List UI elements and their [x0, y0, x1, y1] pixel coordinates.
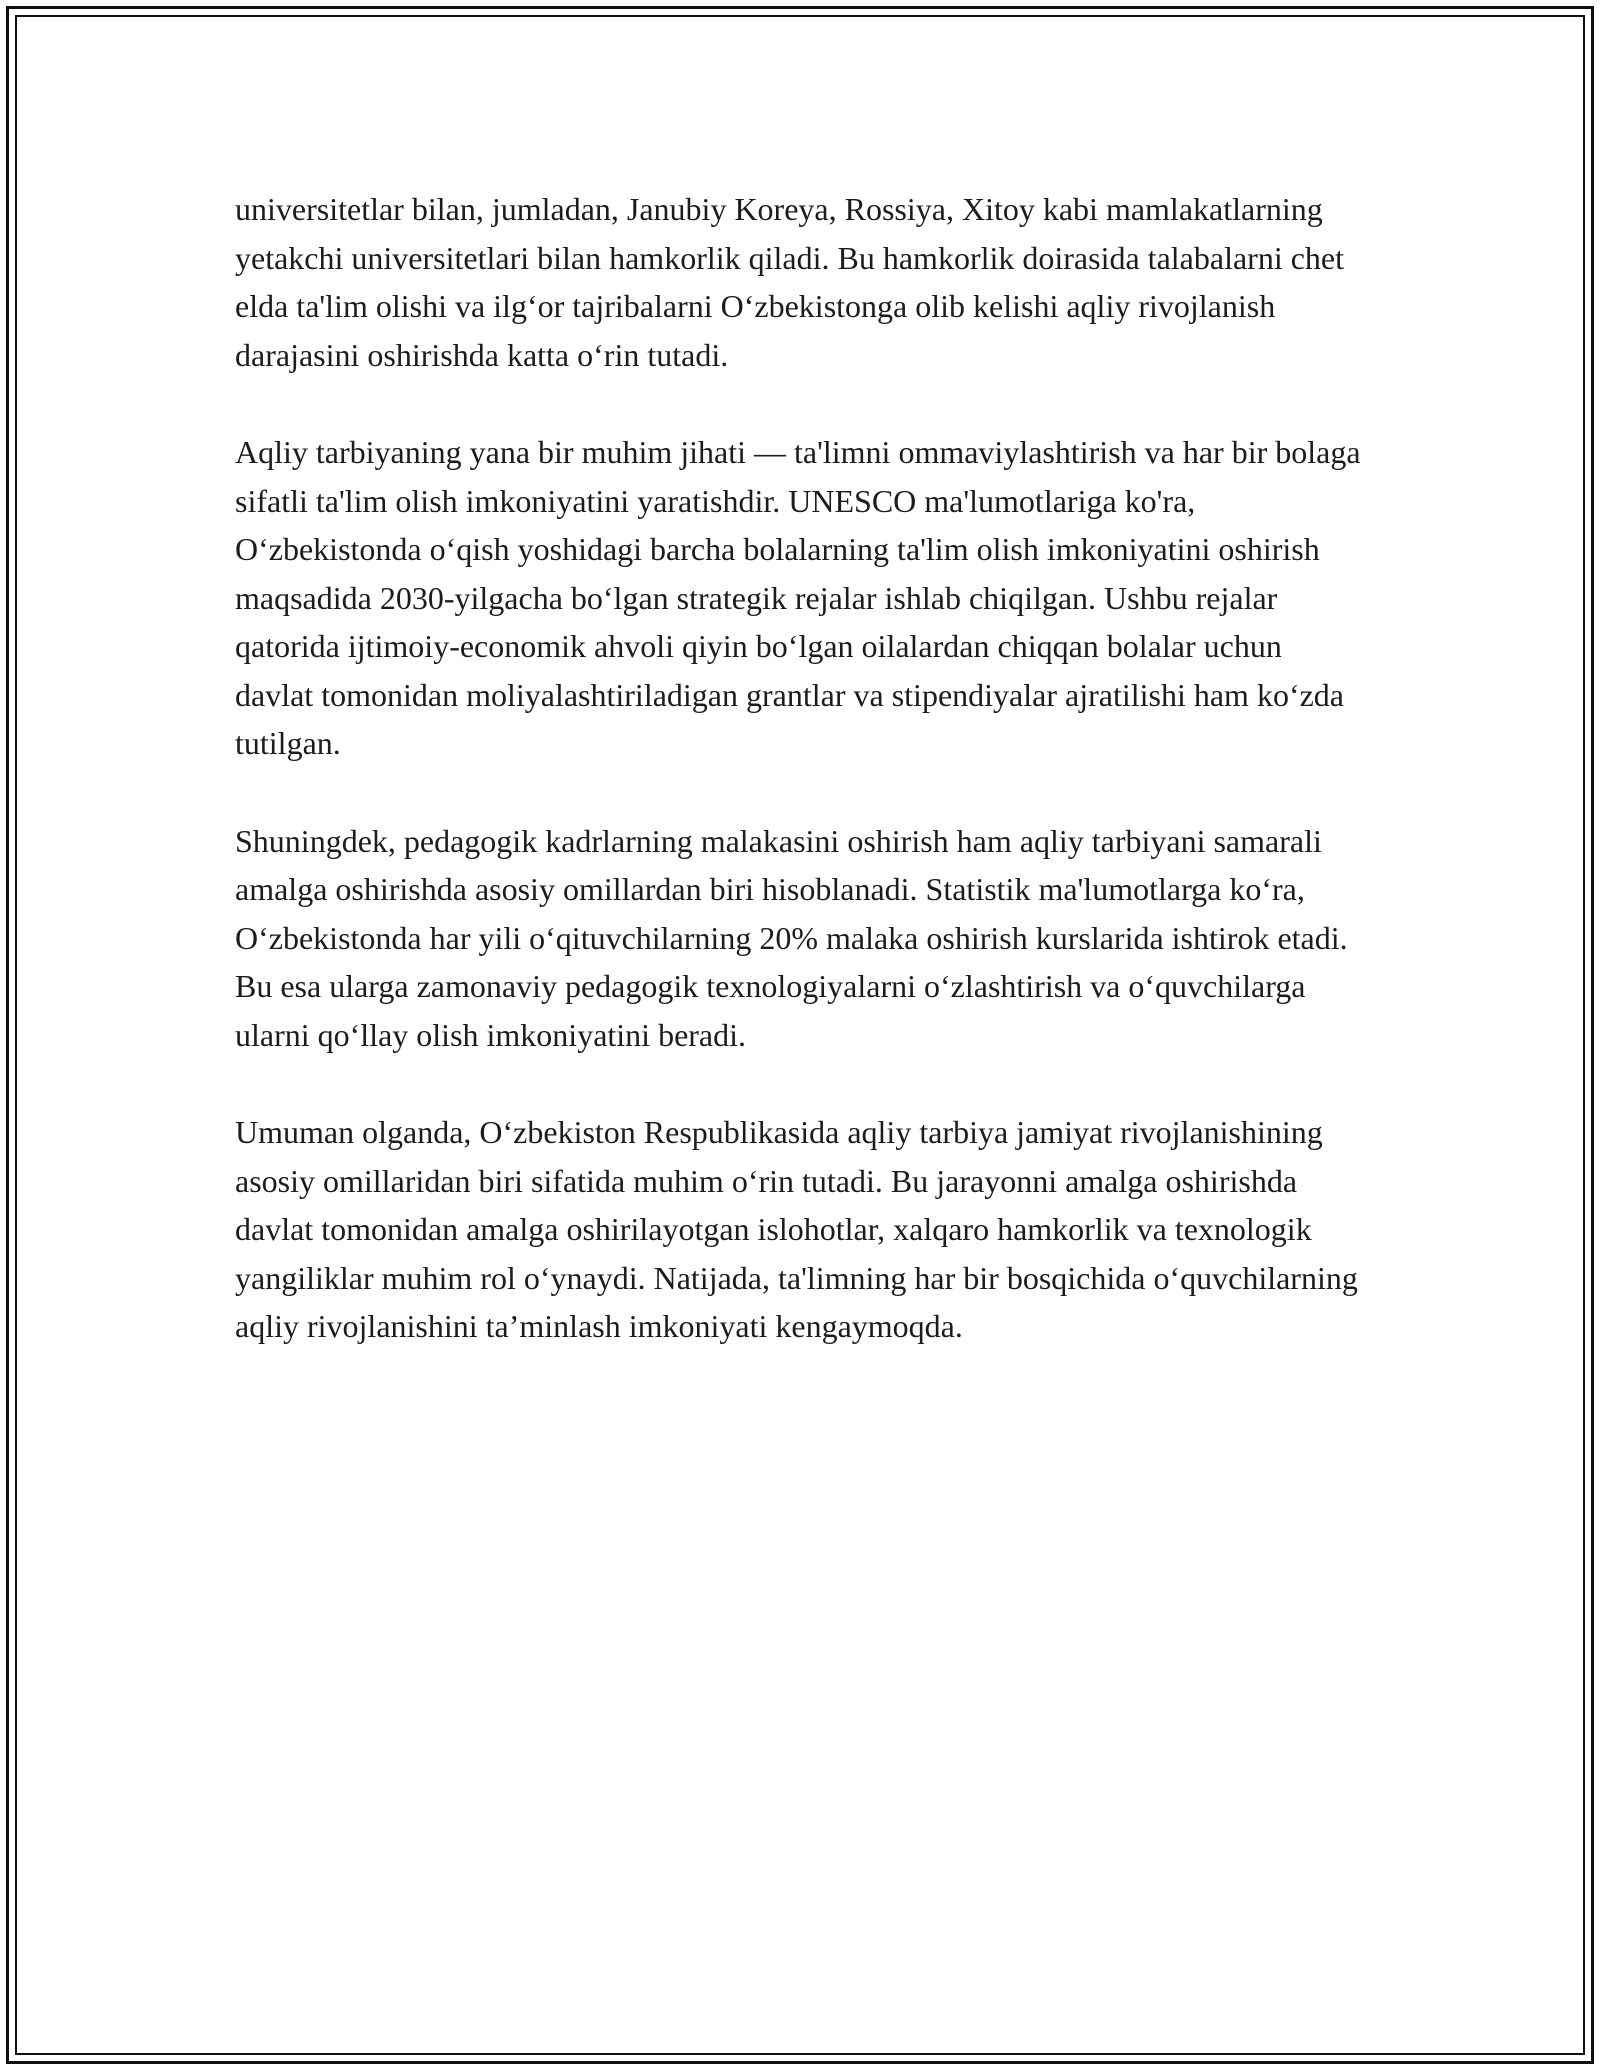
paragraph-2: Aqliy tarbiyaning yana bir muhim jihati — ta'limni ommaviylashtirish va har bir bolaga sifatli ta'lim olish imkoniyatini yaratishdir. UNESCO ma'lumotlariga ko'ra, O‘zbekistonda o‘qish yoshidagi barcha bolalarning ta'lim olish imkoniyatini oshirish maqsadida 2030-yilgacha bo‘lgan strategik rejalar ishlab chiqilgan. Ushbu rejalar qatorida ijtimoiy-economik ahvoli qiyin bo‘lgan oilalardan chiqqan bolalar uchun davlat tomonidan moliyalashtiriladigan grantlar va stipendiyalar ajratilishi ham ko‘zda tutilgan. — [235, 434, 1361, 761]
paragraph-4: Umuman olganda, O‘zbekiston Respublikasida aqliy tarbiya jamiyat rivojlanishining asosiy omillaridan biri sifatida muhim o‘rin tutadi. Bu jarayonni amalga oshirishda davlat tomonidan amalga oshirilayotgan islohotlar, xalqaro hamkorlik va texnologik yangiliklar muhim rol o‘ynaydi. Natijada, ta'limning har bir bosqichida o‘quvchilarning aqliy rivojlanishini ta’minlash imkoniyati kengaymoqda. — [235, 1114, 1358, 1344]
paragraph-3: Shuningdek, pedagogik kadrlarning malakasini oshirish ham aqliy tarbiyani samarali amalga oshirishda asosiy omillardan biri hisoblanadi. Statistik ma'lumotlarga ko‘ra, O‘zbekistonda har yili o‘qituvchilarning 20% malaka oshirish kurslarida ishtirok etadi. Bu esa ularga zamonaviy pedagogik texnologiyalarni o‘zlashtirish va o‘quvchilarga ularni qo‘llay olish imkoniyatini beradi. — [235, 822, 1348, 1053]
document-body — [235, 185, 1365, 1400]
paragraph-1: universitetlar bilan, jumladan, Janubiy Koreya, Rossiya, Xitoy kabi mamlakatlarning yetakchi universitetlari bilan hamkorlik qiladi. Bu hamkorlik doirasida talabalarni chet elda ta'lim olishi va ilg‘or tajribalarni O‘zbekistonga olib kelishi aqliy rivojlanish darajasini oshirishda katta o‘rin tutadi. — [235, 191, 1344, 373]
